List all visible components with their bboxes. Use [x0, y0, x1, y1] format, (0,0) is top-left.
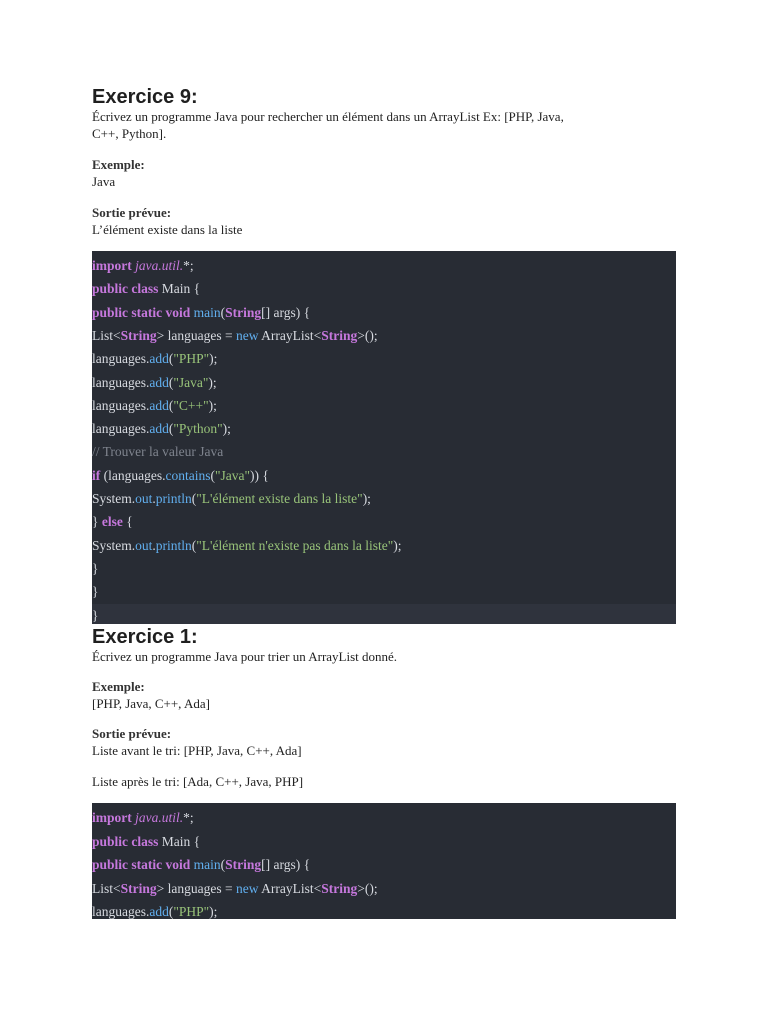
- code-token-type: String: [120, 880, 157, 896]
- code-token-punct: }: [92, 560, 99, 576]
- code-token-string: "L'élément n'existe pas dans la liste": [196, 537, 394, 553]
- code-token-field: out: [135, 537, 153, 553]
- code-token-type: String: [225, 857, 262, 873]
- code-token-punct: <: [113, 880, 121, 896]
- code-token-method: add: [149, 374, 169, 390]
- example-label: Exemple:: [92, 679, 145, 694]
- code-token-text: *;: [183, 258, 194, 273]
- code-token-text: List: [92, 880, 114, 896]
- code-token-punct: (: [168, 374, 174, 390]
- example-value: [PHP, Java, C++, Ada]: [92, 696, 210, 711]
- code-token-method: println: [155, 491, 192, 506]
- code-line: [92, 580, 676, 603]
- code-token-punct: (: [220, 304, 226, 320]
- code-token-punct: (: [168, 421, 174, 437]
- code-token-text: List: [92, 327, 114, 343]
- code-token-punct: <: [313, 880, 322, 896]
- code-token-punct: []: [261, 857, 274, 873]
- code-token-punct: ) {: [295, 304, 311, 320]
- code-token-punct: }: [92, 514, 102, 530]
- code-token-text: languages =: [167, 880, 236, 896]
- code-token-text: args: [273, 857, 296, 873]
- code-token-keyword: import: [92, 810, 136, 825]
- code-token-string: "Java": [173, 374, 209, 390]
- code-token-punct: (: [168, 397, 174, 413]
- code-token-punct: ) {: [295, 857, 311, 873]
- code-token-text: System.: [92, 537, 136, 553]
- code-token-punct: {: [193, 833, 201, 849]
- code-token-method: add: [149, 351, 169, 367]
- code-token-punct: >: [156, 327, 168, 343]
- code-token-punct: );: [208, 374, 217, 390]
- code-line: [92, 371, 676, 394]
- code-token-keyword: else: [101, 514, 127, 530]
- code-token-text: .: [152, 491, 156, 506]
- code-line: [92, 277, 676, 300]
- code-token-string: "Python": [173, 421, 223, 437]
- code-token-punct: {: [193, 281, 201, 297]
- code-token-text: languages.: [92, 397, 150, 413]
- output-before: Liste avant le tri: [PHP, Java, C++, Ada]: [92, 743, 302, 758]
- exercise-description-line1: Écrivez un programme Java pour trier un ArrayList donné.: [92, 649, 398, 664]
- code-token-text: languages.: [92, 421, 150, 437]
- code-token-text: ArrayList: [261, 880, 314, 896]
- code-line: [92, 440, 676, 463]
- code-token-keyword: public class: [92, 281, 162, 297]
- code-token-punct: (: [168, 904, 174, 919]
- code-token-punct: {: [126, 514, 133, 530]
- code-token-keyword: public static void: [92, 857, 194, 873]
- exercise-1-output: [92, 725, 676, 790]
- code-token-comment: // Trouver la valeur Java: [92, 444, 224, 460]
- code-token-punct: (: [210, 467, 215, 483]
- example-value: Java: [92, 174, 116, 189]
- code-token-type: String: [321, 327, 358, 343]
- code-line: [92, 301, 676, 324]
- code-line: [92, 254, 676, 277]
- code-line: [92, 557, 676, 580]
- code-line: [92, 830, 676, 853]
- code-line: [92, 853, 676, 876]
- code-line: [92, 464, 676, 487]
- code-token-text: *;: [183, 810, 194, 825]
- code-token-text: languages.: [108, 467, 166, 483]
- code-line: [92, 417, 676, 440]
- code-block-exercise-1: [92, 803, 676, 919]
- code-line: [92, 324, 676, 347]
- code-block-exercise-9: [92, 251, 676, 624]
- code-token-text: languages.: [92, 904, 150, 919]
- code-token-text: Main: [161, 833, 194, 849]
- code-line: [92, 534, 676, 557]
- output-value: L’élément existe dans la liste: [92, 222, 243, 237]
- code-token-punct: (: [191, 491, 197, 506]
- code-token-text: ArrayList: [261, 327, 314, 343]
- code-token-punct: )) {: [250, 467, 269, 483]
- output-label: Sortie prévue:: [92, 205, 172, 220]
- code-token-method: add: [149, 397, 169, 413]
- code-token-text: languages.: [92, 374, 150, 390]
- exercise-description-line1: Écrivez un programme Java pour rechercher un élément dans un ArrayList Ex: [PHP, Java,: [92, 109, 564, 124]
- code-line: [92, 806, 676, 829]
- exercise-title: Exercice 9:: [92, 86, 198, 108]
- code-token-field: out: [135, 491, 153, 506]
- code-token-type: String: [120, 327, 157, 343]
- output-label: Sortie prévue:: [92, 726, 172, 741]
- code-token-method: add: [149, 421, 169, 437]
- code-line: [92, 347, 676, 370]
- code-token-punct: );: [208, 397, 217, 413]
- code-token-punct: (: [103, 467, 109, 483]
- code-token-method: add: [149, 904, 169, 919]
- code-token-pkg: java.util.: [135, 810, 184, 825]
- code-token-punct: );: [209, 351, 218, 367]
- code-token-type: String: [225, 304, 262, 320]
- code-token-method: println: [155, 537, 192, 553]
- code-line: [92, 510, 676, 533]
- code-token-keyword: public static void: [92, 304, 194, 320]
- exercise-description-line2: C++, Python].: [92, 126, 167, 141]
- code-token-punct: (: [168, 351, 174, 367]
- code-token-punct: (: [191, 537, 197, 553]
- code-line: [92, 900, 676, 919]
- code-token-punct: );: [209, 904, 218, 919]
- code-token-method: main: [193, 304, 221, 320]
- exercise-1-header: [92, 626, 676, 665]
- exercise-9-header: [92, 86, 676, 142]
- code-token-new: new: [236, 327, 262, 343]
- code-token-punct: >();: [357, 880, 378, 896]
- code-token-punct: }: [92, 607, 99, 623]
- code-token-new: new: [236, 880, 262, 896]
- code-line: [92, 604, 676, 625]
- exercise-title: Exercice 1:: [92, 626, 198, 648]
- code-token-punct: }: [92, 584, 99, 600]
- code-token-text: System.: [92, 491, 136, 506]
- output-after: Liste après le tri: [Ada, C++, Java, PHP]: [92, 774, 304, 789]
- code-token-punct: );: [393, 537, 402, 553]
- code-token-keyword: if: [92, 467, 104, 483]
- example-label: Exemple:: [92, 157, 145, 172]
- code-token-string: "PHP": [173, 351, 210, 367]
- code-token-text: languages.: [92, 351, 150, 367]
- exercise-9-output: [92, 204, 676, 238]
- code-token-keyword: public class: [92, 833, 162, 849]
- code-token-type: String: [321, 880, 358, 896]
- code-token-string: "L'élément existe dans la liste": [196, 491, 363, 506]
- code-token-text: args: [273, 304, 296, 320]
- code-token-method: contains: [165, 467, 211, 483]
- code-token-method: main: [193, 857, 221, 873]
- code-token-punct: );: [222, 421, 231, 437]
- code-line: [92, 394, 676, 417]
- exercise-1-example: [92, 678, 676, 712]
- exercise-9-example: [92, 156, 676, 190]
- code-token-string: "C++": [173, 397, 209, 413]
- code-token-text: languages =: [167, 327, 236, 343]
- code-token-punct: <: [113, 327, 121, 343]
- code-token-punct: <: [313, 327, 322, 343]
- code-token-text: .: [152, 537, 156, 553]
- code-token-pkg: java.util.: [135, 258, 184, 273]
- code-token-keyword: import: [92, 258, 136, 273]
- code-token-punct: []: [261, 304, 274, 320]
- code-token-string: "PHP": [173, 904, 210, 919]
- code-token-punct: (: [220, 857, 226, 873]
- code-line: [92, 877, 676, 900]
- code-token-string: "Java": [214, 467, 250, 483]
- code-line: [92, 487, 676, 510]
- code-token-punct: >();: [357, 327, 378, 343]
- code-token-punct: >: [156, 880, 168, 896]
- code-token-punct: );: [362, 491, 371, 506]
- code-token-text: Main: [161, 281, 194, 297]
